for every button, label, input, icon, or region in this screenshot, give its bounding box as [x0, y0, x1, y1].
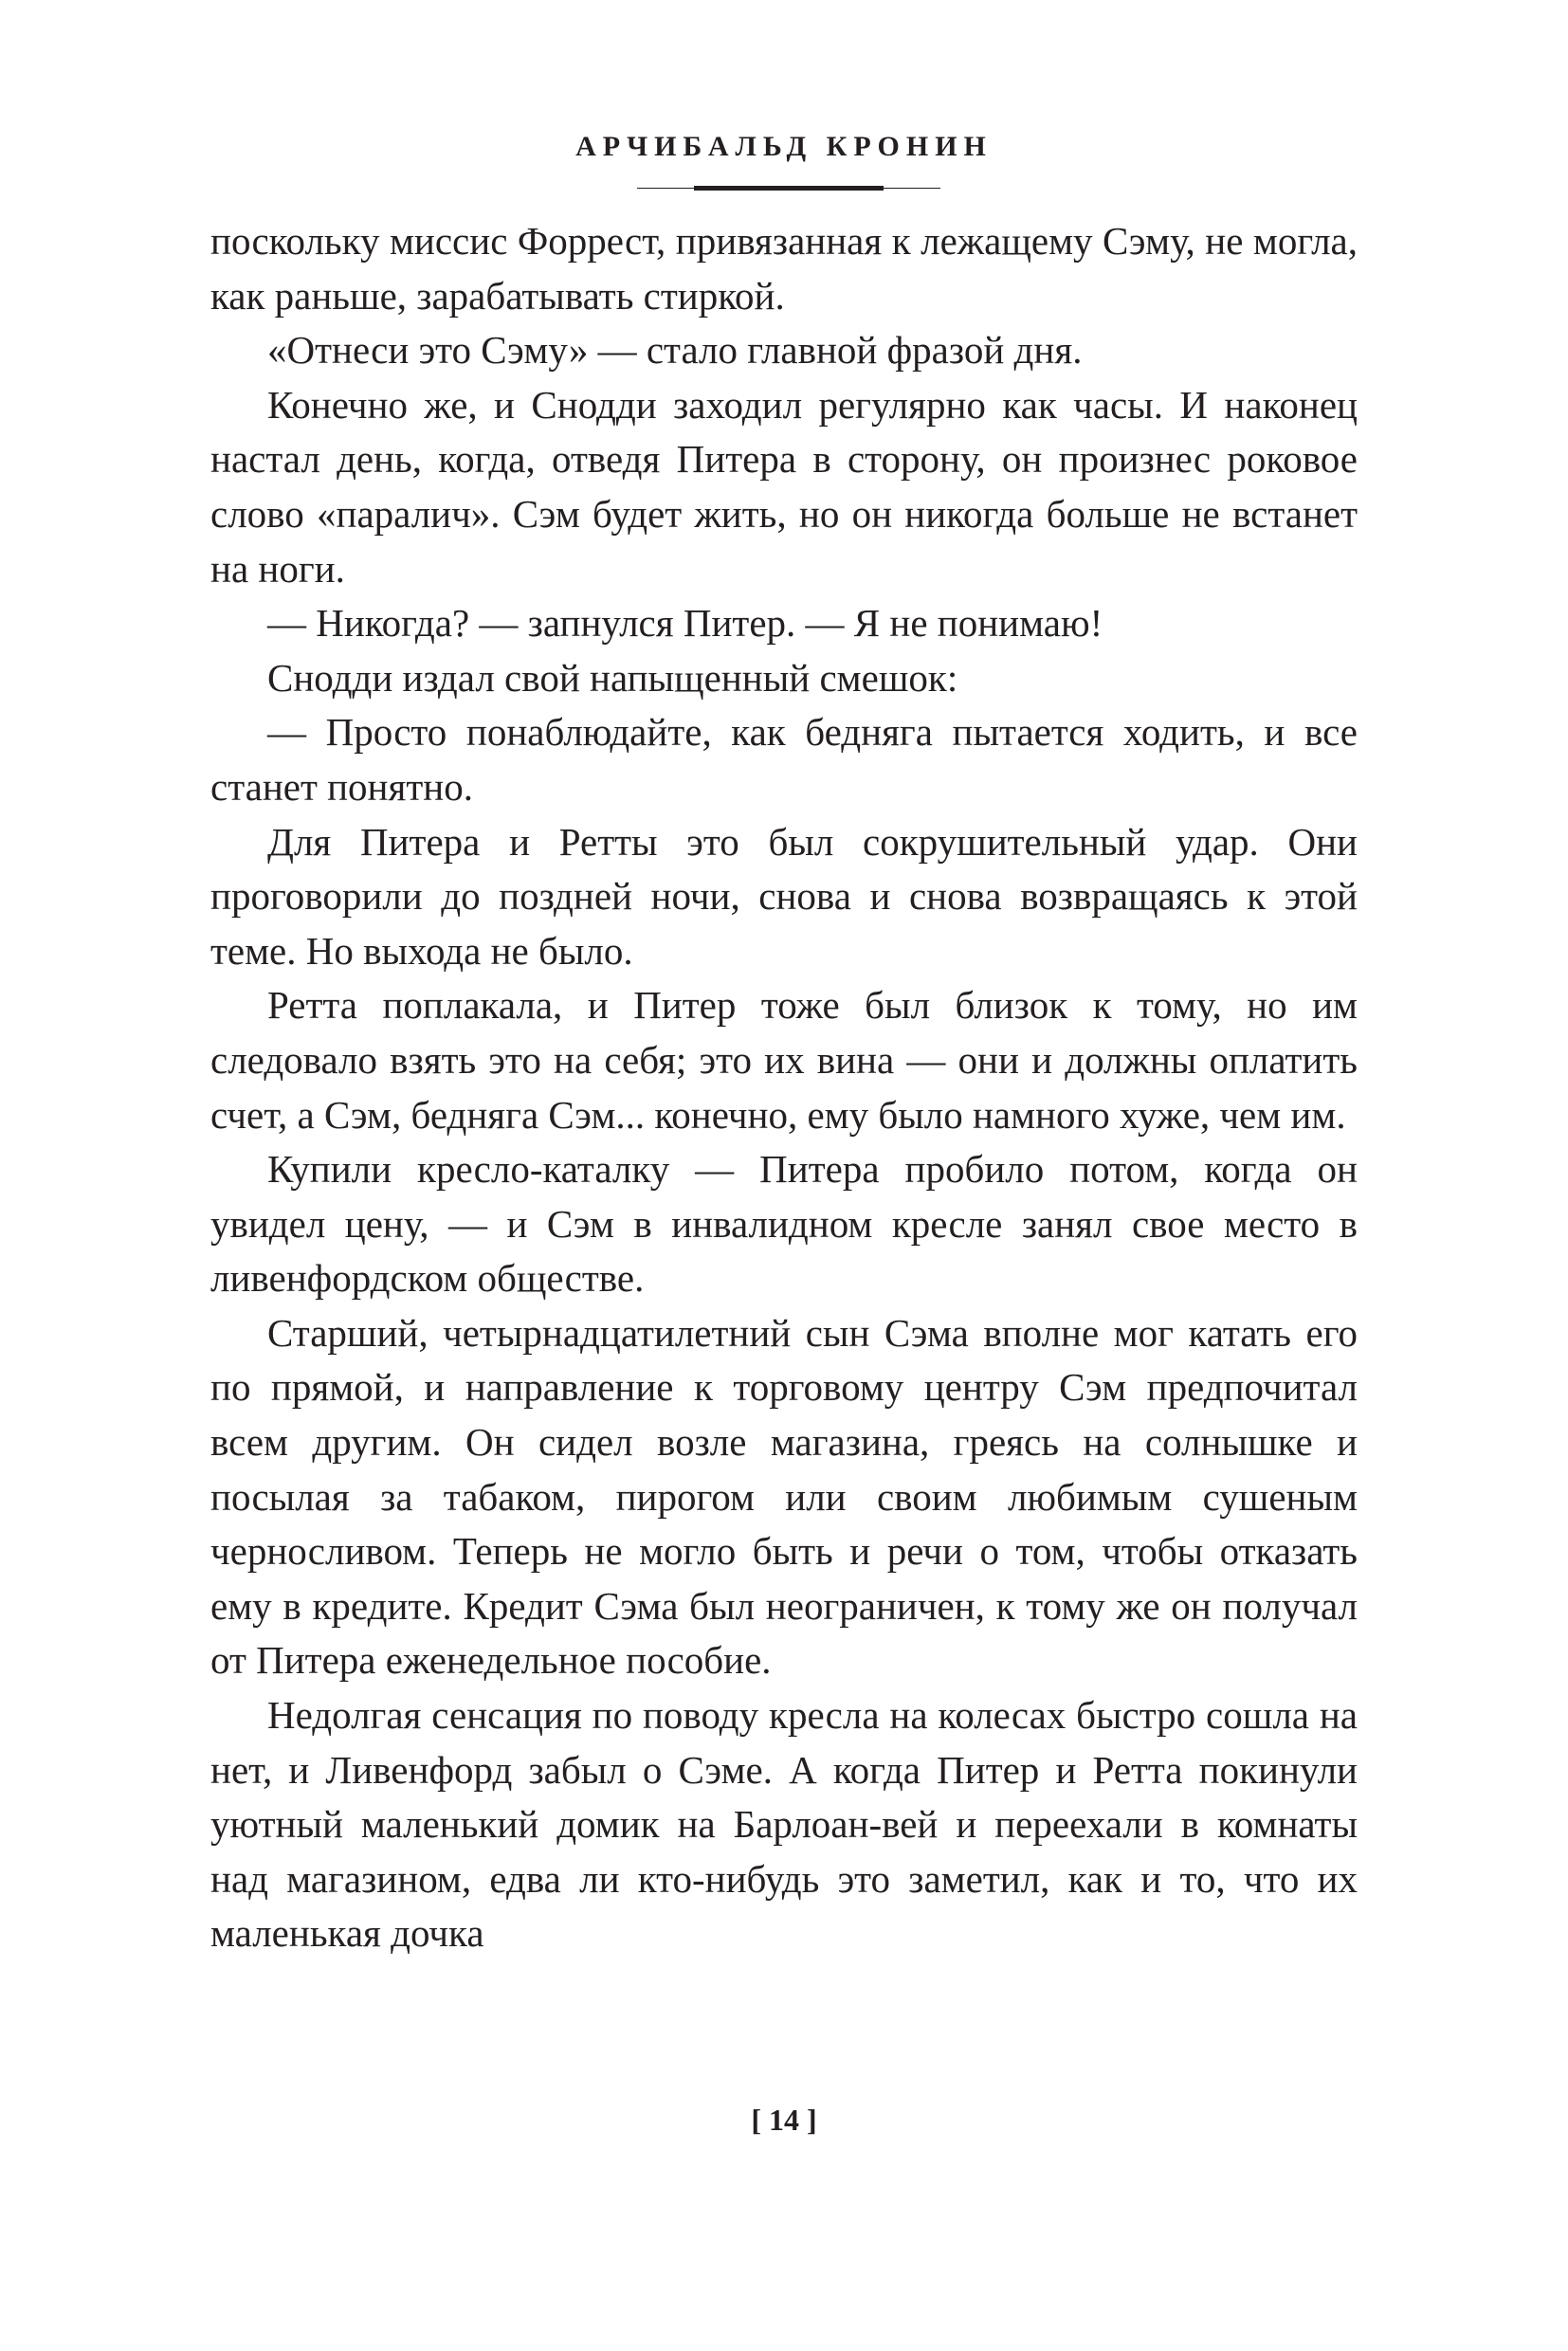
page-number: [ 14 ] — [751, 2103, 817, 2137]
paragraph: Конечно же, и Снодди заходил регулярно как часы. И наконец настал день, когда, отведя Питера в сторону, он произнес роковое слово «паралич». Сэм будет жить, но он никогда больше не встанет на ноги. — [210, 382, 1358, 591]
paragraph: — Никогда? — запнулся Питер. — Я не понимаю! — [267, 601, 1103, 646]
paragraph: Для Питера и Ретты это был сокрушительный удар. Они проговорили до поздней ночи, снова и снова возвращаясь к этой теме. Но выхода не было. — [210, 819, 1358, 973]
author-name: АРЧИБАЛЬД КРОНИН — [575, 131, 993, 162]
body-text — [210, 214, 1358, 1961]
running-header — [0, 131, 1568, 163]
paragraph: поскольку миссис Форрест, привязанная к лежащему Сэму, не могла, как раньше, зарабатывать стиркой. — [210, 219, 1358, 318]
paragraph: Снодди издал свой напыщенный смешок: — [267, 655, 958, 700]
paragraph: Старший, четырнадцатилетний сын Сэма вполне мог катать его по прямой, и направление к торговому центру Сэм предпочитал всем другим. Он сидел возле магазина, греясь на солнышке и посылая за табаком, пирогом или своим любимым сушеным черносливом. Теперь не могло быть и речи о том, чтобы отказать ему в кредите. Кредит Сэма был неограничен, к тому же он получал от Питера еженедельное пособие. — [210, 1310, 1358, 1683]
header-rule-thick — [694, 186, 884, 191]
paragraph: «Отнеси это Сэму» — стало главной фразой дня. — [267, 328, 1083, 373]
paragraph: Недолгая сенсация по поводу кресла на колесах быстро сошла на нет, и Ливенфорд забыл о Сэме. А когда Питер и Ретта покинули уютный маленький домик на Барлоан-вей и переехали в комнаты над магазином, едва ли кто-нибудь это заметил, как и то, что их маленькая дочка — [210, 1693, 1358, 1956]
paragraph: Ретта поплакала, и Питер тоже был близок к тому, но им следовало взять это на себя; это их вина — они и должны оплатить счет, а Сэм, бедняга Сэм... конечно, ему было намного хуже, чем им. — [210, 983, 1358, 1137]
paragraph: Купили кресло-каталку — Питера пробило потом, когда он увидел цену, — и Сэм в инвалидном кресле занял свое место в ливенфордском обществе. — [210, 1147, 1358, 1301]
header-rule — [637, 186, 940, 191]
paragraph: — Просто понаблюдайте, как бедняга пытается ходить, и все станет понятно. — [210, 710, 1358, 809]
